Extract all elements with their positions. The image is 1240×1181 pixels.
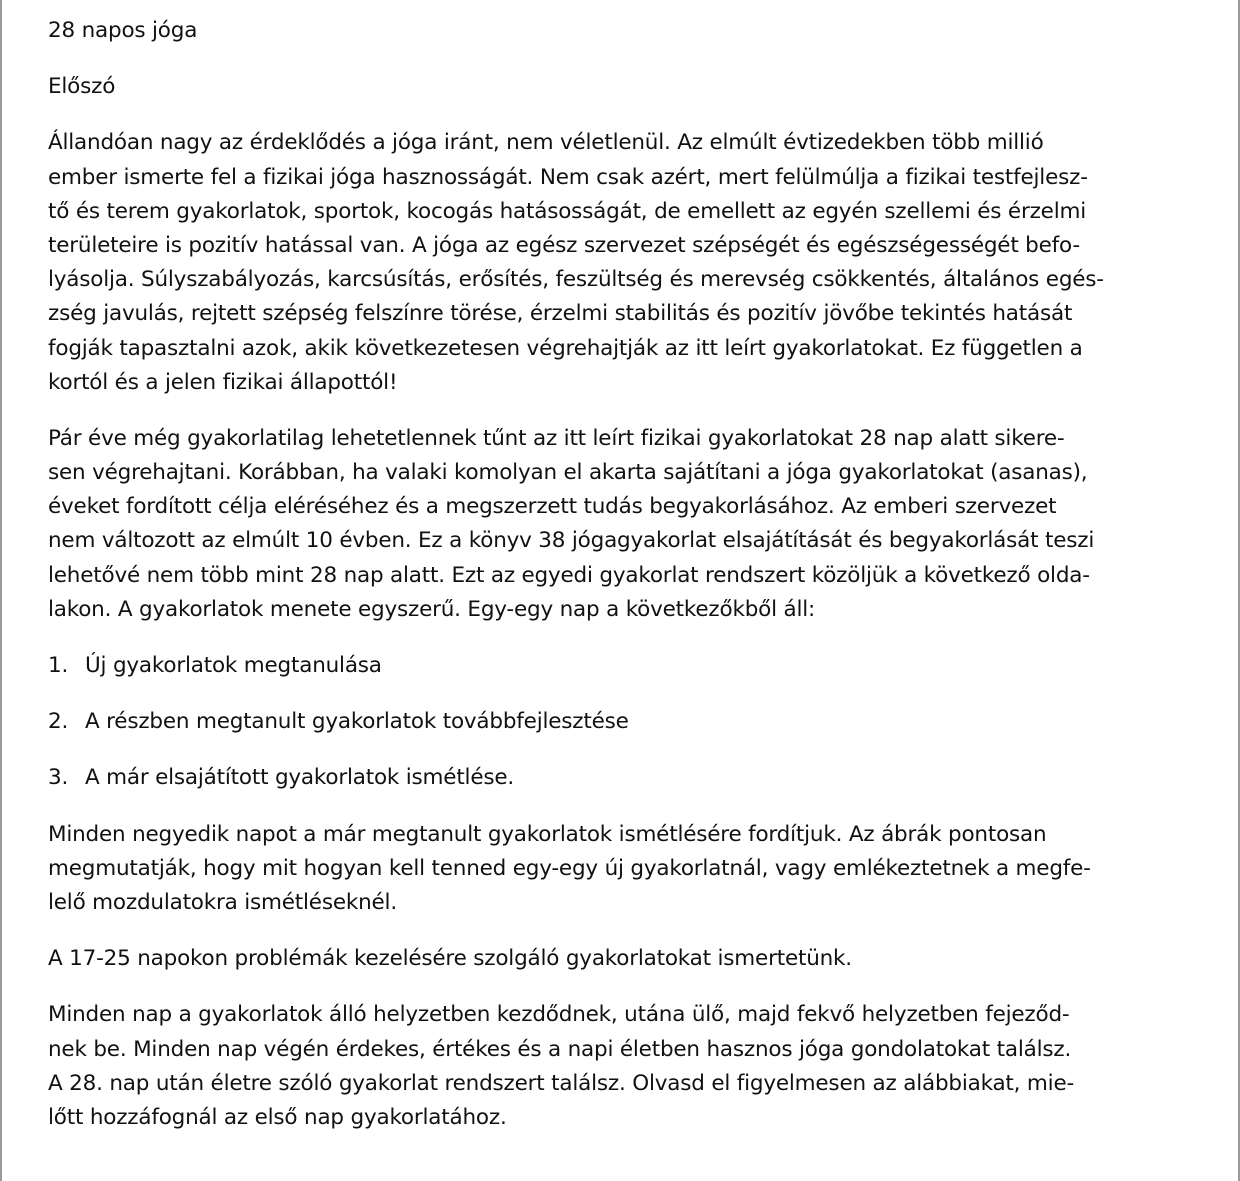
text-line: lyásolja. Súlyszabályozás, karcsúsítás, erősítés, feszültség és merevség csökkentés, általános egés- [48, 267, 1104, 293]
text-line: Minden negyedik napot a már megtanult gyakorlatok ismétlésére fordítjuk. Az ábrák pontosan [48, 821, 1047, 847]
text-line: lőtt hozzáfognál az első nap gyakorlatához. [48, 1104, 507, 1130]
text-line: A 17-25 napokon problémák kezelésére szolgáló gyakorlatokat ismertetünk. [48, 946, 852, 972]
list-text: A részben megtanult gyakorlatok továbbfejlesztése [85, 709, 629, 735]
text-line: fogják tapasztalni azok, akik következetesen végrehajtják az itt leírt gyakorlatokat. Ez független a [48, 335, 1083, 361]
list-text: A már elsajátított gyakorlatok ismétlése. [85, 765, 515, 791]
numbered-list [48, 649, 1196, 796]
text-line: Minden nap a gyakorlatok álló helyzetben kezdődnek, utána ülő, majd fekvő helyzetben fejeződ- [48, 1002, 1070, 1028]
list-number: 2. [48, 709, 69, 735]
document-body [48, 14, 1196, 1135]
paragraph-3 [48, 818, 1196, 921]
document-title: 28 napos jóga [48, 18, 198, 43]
paragraph-5 [48, 998, 1196, 1135]
text-line: Állandóan nagy az érdeklődés a jóga iránt, nem véletlenül. Az elmúlt évtizedekben több millió [48, 130, 1044, 156]
list-text: Új gyakorlatok megtanulása [85, 653, 382, 678]
text-line: nem változott az elmúlt 10 évben. Ez a könyv 38 jógagyakorlat elsajátítását és begyakorlását teszi [48, 528, 1095, 554]
list-item [48, 649, 1196, 683]
list-item [48, 761, 1196, 795]
text-line: nek be. Minden nap végén érdekes, értékes és a napi életben hasznos jóga gondolatokat találsz. [48, 1036, 1072, 1062]
list-number: 3. [48, 765, 69, 791]
paragraph-2 [48, 422, 1196, 627]
text-line: lehetővé nem több mint 28 nap alatt. Ezt az egyedi gyakorlat rendszert közöljük a következő olda- [48, 562, 1090, 588]
text-line: lelő mozdulatokra ismétléseknél. [48, 889, 397, 915]
text-line: ember ismerte fel a fizikai jóga hasznosságát. Nem csak azért, mert felülmúlja a fizikai testfejlesz- [48, 164, 1088, 190]
text-line: tő és terem gyakorlatok, sportok, kocogás hatásosságát, de emellett az egyén szellemi és érzelmi [48, 198, 1086, 224]
text-line: kortól és a jelen fizikai állapottól! [48, 369, 398, 395]
text-line: A 28. nap után életre szóló gyakorlat rendszert találsz. Olvasd el figyelmesen az alábbiakat, mie- [48, 1070, 1075, 1096]
text-line: Pár éve még gyakorlatilag lehetetlennek tűnt az itt leírt fizikai gyakorlatokat 28 nap alatt sikere- [48, 425, 1065, 451]
list-item [48, 705, 1196, 739]
list-number: 1. [48, 653, 69, 678]
text-line: zség javulás, rejtett szépség felszínre törése, érzelmi stabilitás és pozitív jövőbe tekintés hatását [48, 301, 1073, 327]
text-line: területeire is pozitív hatással van. A jóga az egész szervezet szépségét és egészségességét befo- [48, 232, 1080, 258]
text-line: lakon. A gyakorlatok menete egyszerű. Egy-egy nap a következőkből áll: [48, 596, 816, 622]
paragraph-1 [48, 126, 1196, 400]
section-heading: Előszó [48, 74, 116, 100]
text-line: éveket fordított célja eléréséhez és a megszerzett tudás begyakorlásához. Az emberi szervezet [48, 494, 1057, 520]
paragraph-4 [48, 942, 1196, 976]
text-line: megmutatják, hogy mit hogyan kell tenned egy-egy új gyakorlatnál, vagy emlékeztetnek a megfe- [48, 855, 1091, 881]
text-line: sen végrehajtani. Korábban, ha valaki komolyan el akarta sajátítani a jóga gyakorlatokat (asanas), [48, 460, 1088, 486]
